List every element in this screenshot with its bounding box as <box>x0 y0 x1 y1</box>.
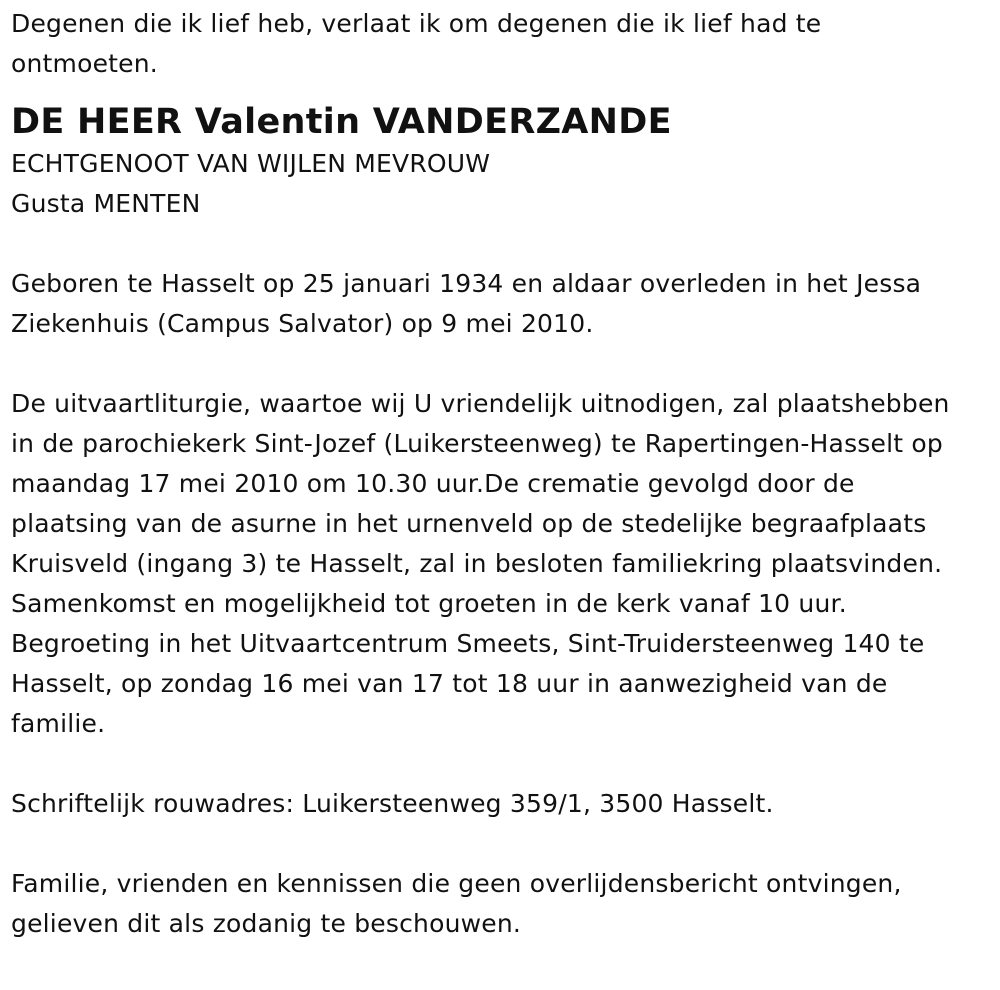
birth-death-line: Geboren te Hasselt op 25 januari 1934 en aldaar overleden in het Jessa <box>11 269 922 298</box>
relation-block <box>11 144 996 224</box>
funeral-line: in de parochiekerk Sint-Jozef (Luikersteenweg) te Rapertingen-Hasselt op <box>11 429 943 458</box>
funeral-block <box>11 384 996 744</box>
funeral-line: Kruisveld (ingang 3) te Hasselt, zal in besloten familiekring plaatsvinden. <box>11 549 943 578</box>
quote-line: ontmoeten. <box>11 49 158 78</box>
closing-block <box>11 864 996 944</box>
funeral-line: De uitvaartliturgie, waartoe wij U vriendelijk uitnodigen, zal plaatshebben <box>11 389 950 418</box>
funeral-line: Hasselt, op zondag 16 mei van 17 tot 18 uur in aanwezigheid van de <box>11 669 888 698</box>
funeral-line: plaatsing van de asurne in het urnenveld op de stedelijke begraafplaats <box>11 509 927 538</box>
quote-line: Degenen die ik lief heb, verlaat ik om degenen die ik lief had te <box>11 9 822 38</box>
funeral-line: maandag 17 mei 2010 om 10.30 uur.De crematie gevolgd door de <box>11 469 855 498</box>
birth-death-line: Ziekenhuis (Campus Salvator) op 9 mei 2010. <box>11 309 594 338</box>
obituary-notice <box>11 4 996 944</box>
opening-quote <box>11 4 996 84</box>
closing-line: Familie, vrienden en kennissen die geen overlijdensbericht ontvingen, <box>11 869 902 898</box>
mourning-address: Schriftelijk rouwadres: Luikersteenweg 359/1, 3500 Hasselt. <box>11 789 774 818</box>
address-block <box>11 784 996 824</box>
funeral-line: Samenkomst en mogelijkheid tot groeten in de kerk vanaf 10 uur. <box>11 589 847 618</box>
relation-line: Gusta MENTEN <box>11 189 201 218</box>
birth-death-block <box>11 264 996 344</box>
relation-line: ECHTGENOOT VAN WIJLEN MEVROUW <box>11 149 491 178</box>
closing-line: gelieven dit als zodanig te beschouwen. <box>11 909 522 938</box>
funeral-line: familie. <box>11 709 106 738</box>
funeral-line: Begroeting in het Uitvaartcentrum Smeets, Sint-Truidersteenweg 140 te <box>11 629 925 658</box>
deceased-name: DE HEER Valentin VANDERZANDE <box>11 102 672 142</box>
